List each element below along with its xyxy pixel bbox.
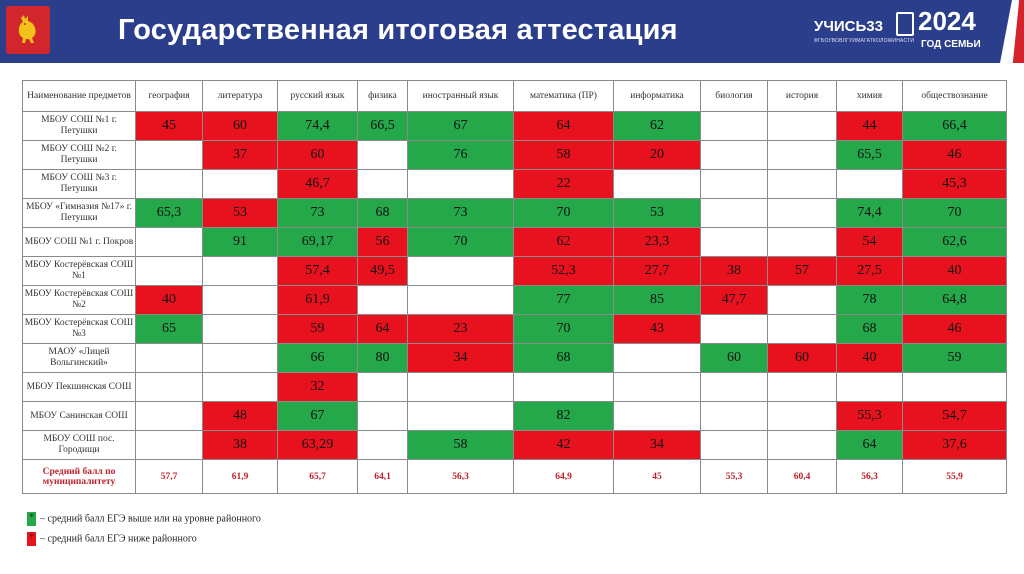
score-cell: 73 [278,199,358,228]
table-row [23,112,1007,141]
score-cell [408,373,514,402]
score-cell: 54,7 [903,402,1007,431]
score-cell: 58 [408,431,514,460]
subject-header: русский язык [278,81,358,112]
score-cell [203,257,278,286]
score-cell: 57 [768,257,837,286]
score-cell: 40 [136,286,203,315]
table-row [23,228,1007,257]
subject-header: иностранный язык [408,81,514,112]
score-cell [701,199,768,228]
school-name: МБОУ Костерёвская СОШ №3 [23,315,136,344]
score-cell [408,170,514,199]
score-cell: 65 [136,315,203,344]
score-cell [768,315,837,344]
score-cell: 69,17 [278,228,358,257]
score-cell [768,112,837,141]
score-cell: 64 [837,431,903,460]
score-cell: 46 [903,315,1007,344]
year-logo-subtext: ГОД СЕМЬИ [921,39,981,50]
score-cell: 48 [203,402,278,431]
score-cell [358,286,408,315]
score-cell [408,286,514,315]
score-cell: 80 [358,344,408,373]
score-cell: 20 [614,141,701,170]
score-cell [203,315,278,344]
score-cell [358,141,408,170]
score-cell: 57,4 [278,257,358,286]
score-cell: 66 [278,344,358,373]
score-cell: 45,3 [903,170,1007,199]
legend-red-swatch: * [27,532,36,546]
score-cell: 64 [358,315,408,344]
score-cell: 74,4 [278,112,358,141]
score-cell [514,373,614,402]
score-cell: 73 [408,199,514,228]
score-cell [768,141,837,170]
average-cell: 57,7 [136,460,203,494]
table-row [23,257,1007,286]
score-cell: 82 [514,402,614,431]
table-row [23,315,1007,344]
subject-header: химия [837,81,903,112]
table-row [23,170,1007,199]
score-cell [837,170,903,199]
score-cell [768,286,837,315]
score-cell: 56 [358,228,408,257]
score-cell [358,373,408,402]
school-name: МБОУ СОШ пос. Городищи [23,431,136,460]
score-cell: 27,7 [614,257,701,286]
score-cell: 52,3 [514,257,614,286]
score-cell: 40 [837,344,903,373]
score-cell [903,373,1007,402]
score-cell: 22 [514,170,614,199]
score-cell: 42 [514,431,614,460]
school-name: МБОУ СОШ №2 г. Петушки [23,141,136,170]
score-cell: 60 [203,112,278,141]
score-cell [614,373,701,402]
header-bar [0,0,1024,63]
score-cell: 53 [614,199,701,228]
score-cell: 59 [278,315,358,344]
subject-header: обществознание [903,81,1007,112]
score-cell [701,431,768,460]
table-row [23,286,1007,315]
average-cell: 55,3 [701,460,768,494]
table-row [23,199,1007,228]
score-cell: 66,5 [358,112,408,141]
subject-header: физика [358,81,408,112]
page-title: Государственная итоговая аттестация [118,14,678,46]
score-cell [701,402,768,431]
score-cell: 62 [514,228,614,257]
average-cell: 56,3 [837,460,903,494]
average-row [23,460,1007,494]
score-cell: 46 [903,141,1007,170]
score-cell [358,431,408,460]
score-cell: 40 [903,257,1007,286]
score-cell [203,373,278,402]
university-icon [896,12,914,36]
score-cell [701,228,768,257]
legend-red-text: – средний балл ЕГЭ ниже районного [40,533,197,545]
average-cell: 64,9 [514,460,614,494]
score-cell [768,402,837,431]
score-cell: 70 [514,199,614,228]
results-table [22,80,1007,494]
year-logo-text: 2024 [918,6,976,36]
score-cell [136,170,203,199]
table-row [23,373,1007,402]
score-cell: 46,7 [278,170,358,199]
score-cell [614,344,701,373]
school-name: МБОУ СОШ №1 г. Покров [23,228,136,257]
score-cell: 70 [514,315,614,344]
school-name: МБОУ Костерёвская СОШ №1 [23,257,136,286]
school-name: МБОУ «Гимназия №17» г. Петушки [23,199,136,228]
score-cell: 60 [768,344,837,373]
average-cell: 65,7 [278,460,358,494]
score-cell: 45 [136,112,203,141]
average-cell: 60,4 [768,460,837,494]
school-name: МБОУ Пекшинская СОШ [23,373,136,402]
score-cell: 67 [278,402,358,431]
score-cell: 38 [701,257,768,286]
score-cell: 58 [514,141,614,170]
score-cell: 62 [614,112,701,141]
score-cell: 77 [514,286,614,315]
score-cell: 49,5 [358,257,408,286]
score-cell: 85 [614,286,701,315]
score-cell: 62,6 [903,228,1007,257]
score-cell: 37,6 [903,431,1007,460]
score-cell [837,373,903,402]
score-cell: 32 [278,373,358,402]
score-cell: 59 [903,344,1007,373]
corner-header: Наименование предметов [23,81,136,112]
average-cell: 64,1 [358,460,408,494]
score-cell: 70 [903,199,1007,228]
score-cell [701,315,768,344]
score-cell: 37 [203,141,278,170]
score-cell: 61,9 [278,286,358,315]
score-cell [136,373,203,402]
score-cell: 23,3 [614,228,701,257]
score-cell [136,344,203,373]
subject-header: литература [203,81,278,112]
score-cell [136,402,203,431]
score-cell [768,199,837,228]
score-cell [408,257,514,286]
legend-red [27,532,197,546]
legend-green-text: – средний балл ЕГЭ выше или на уровне районного [40,513,261,525]
score-cell: 68 [358,199,408,228]
uchis33-logo-text: УЧИСЬ33 [814,18,883,35]
coat-of-arms-logo [6,6,50,54]
score-cell: 38 [203,431,278,460]
score-cell: 23 [408,315,514,344]
average-label: Средний балл по муниципалитету [23,460,136,494]
score-cell: 74,4 [837,199,903,228]
subject-header: математика (ПР) [514,81,614,112]
school-name: МБОУ СОШ №3 г. Петушки [23,170,136,199]
school-name: МБОУ Санинская СОШ [23,402,136,431]
average-cell: 45 [614,460,701,494]
table-row [23,344,1007,373]
rooster-icon [15,14,41,44]
score-cell [768,170,837,199]
score-cell [408,402,514,431]
score-cell [701,112,768,141]
legend-green [27,512,261,526]
score-cell: 91 [203,228,278,257]
score-cell [614,170,701,199]
school-name: МАОУ «Лицей Вольгинский» [23,344,136,373]
score-cell: 60 [278,141,358,170]
score-cell [768,228,837,257]
score-cell: 67 [408,112,514,141]
score-cell [136,257,203,286]
score-cell [203,286,278,315]
legend-green-swatch: * [27,512,36,526]
score-cell: 55,3 [837,402,903,431]
average-cell: 56,3 [408,460,514,494]
score-cell: 27,5 [837,257,903,286]
score-cell [701,373,768,402]
score-cell: 34 [614,431,701,460]
school-name: МБОУ Костерёвская СОШ №2 [23,286,136,315]
score-cell: 78 [837,286,903,315]
score-cell [203,170,278,199]
subject-header: география [136,81,203,112]
score-cell: 64,8 [903,286,1007,315]
table-row [23,431,1007,460]
subject-header: история [768,81,837,112]
score-cell: 43 [614,315,701,344]
score-cell: 76 [408,141,514,170]
score-cell [768,431,837,460]
score-cell: 53 [203,199,278,228]
score-cell: 60 [701,344,768,373]
table-header-row [23,81,1007,112]
score-cell: 68 [514,344,614,373]
score-cell [136,431,203,460]
table-row [23,402,1007,431]
score-cell: 54 [837,228,903,257]
score-cell: 47,7 [701,286,768,315]
average-cell: 61,9 [203,460,278,494]
average-cell: 55,9 [903,460,1007,494]
score-cell: 34 [408,344,514,373]
score-cell: 64 [514,112,614,141]
score-cell [136,141,203,170]
table-row [23,141,1007,170]
score-cell: 68 [837,315,903,344]
subject-header: биология [701,81,768,112]
score-cell [614,402,701,431]
score-cell [358,170,408,199]
score-cell [768,373,837,402]
score-cell: 66,4 [903,112,1007,141]
school-name: МБОУ СОШ №1 г. Петушки [23,112,136,141]
score-cell: 65,3 [136,199,203,228]
score-cell [203,344,278,373]
score-cell [701,170,768,199]
subject-header: информатика [614,81,701,112]
score-cell [136,228,203,257]
uchis33-logo-subtext: ФГБОУВОВЛГУИМАГАТКОЛОЖИНАСТИ [814,38,915,44]
score-cell: 63,29 [278,431,358,460]
score-cell [701,141,768,170]
score-cell: 65,5 [837,141,903,170]
score-cell: 44 [837,112,903,141]
score-cell: 70 [408,228,514,257]
score-cell [358,402,408,431]
